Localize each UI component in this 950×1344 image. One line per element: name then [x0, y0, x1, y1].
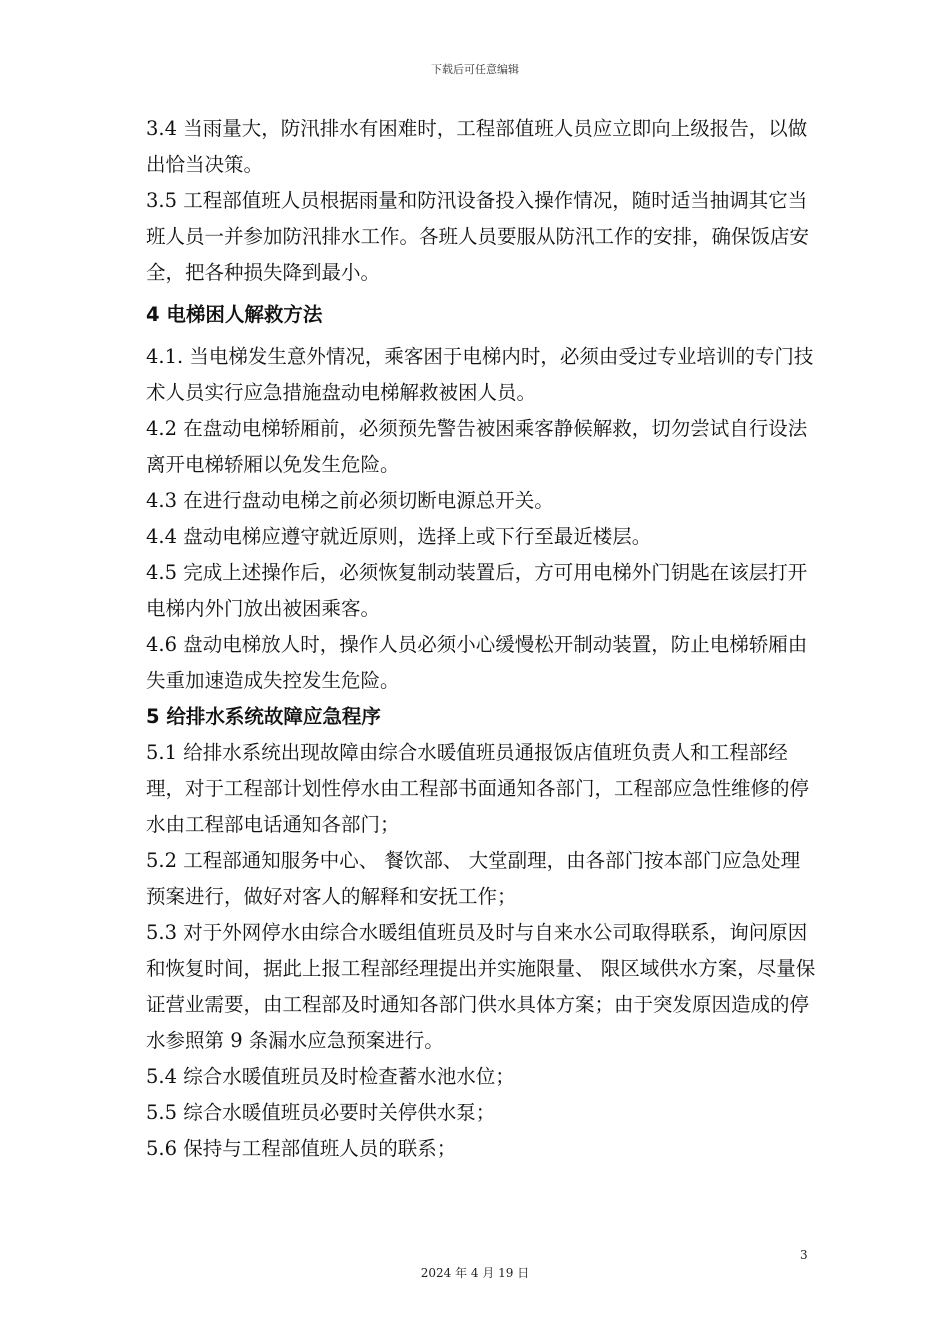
paragraph-4-1: 4.1. 当电梯发生意外情况，乘客困于电梯内时，必须由受过专业培训的专门技术人员实行应急措施盘动电梯解救被困人员。: [146, 345, 814, 404]
paragraph-5-4: 5.4 综合水暖值班员及时检查蓄水池水位；: [146, 1065, 515, 1088]
document-body: [146, 111, 816, 1167]
paragraph-4-2: 4.2 在盘动电梯轿厢前，必须预先警告被困乘客静候解救，切勿尝试自行设法离开电梯轿厢以免发生危险。: [146, 417, 808, 476]
paragraph-4-4: 4.4 盘动电梯应遵守就近原则，选择上或下行至最近楼层。: [146, 525, 652, 548]
page-header: 下载后可任意编辑: [431, 63, 519, 76]
section-5-heading: 5 给排水系统故障应急程序: [146, 705, 381, 728]
paragraph-5-3: 5.3 对于外网停水由综合水暖组值班员及时与自来水公司取得联系，询问原因和恢复时间，据此上报工程部经理提出并实施限量、 限区域供水方案，尽量保证营业需要，由工程部及时通知各部门供水具体方案；由于突发原因造成的停水参照第 9 条漏水应急预案进行。: [146, 921, 816, 1052]
page-footer-date: 2024 年 4 月 19 日: [420, 1266, 530, 1280]
paragraph-4-3: 4.3 在进行盘动电梯之前必须切断电源总开关。: [146, 489, 554, 512]
paragraph-3-5: 3.5 工程部值班人员根据雨量和防汛设备投入操作情况，随时适当抽调其它当班人员一并参加防汛排水工作。各班人员要服从防汛工作的安排，确保饭店安全，把各种损失降到最小。: [146, 189, 810, 284]
paragraph-4-6: 4.6 盘动电梯放人时，操作人员必须小心缓慢松开制动装置，防止电梯轿厢由失重加速造成失控发生危险。: [146, 633, 808, 692]
page-number: 3: [800, 1248, 808, 1262]
paragraph-3-4: 3.4 当雨量大，防汛排水有困难时，工程部值班人员应立即向上级报告，以做出恰当决策。: [146, 117, 808, 176]
paragraph-5-2: 5.2 工程部通知服务中心、 餐饮部、 大堂副理，由各部门按本部门应急处理预案进行，做好对客人的解释和安抚工作；: [146, 849, 801, 908]
paragraph-5-5: 5.5 综合水暖值班员必要时关停供水泵；: [146, 1101, 496, 1124]
section-4-heading: 4 电梯困人解救方法: [146, 303, 323, 326]
paragraph-5-1: 5.1 给排水系统出现故障由综合水暖值班员通报饭店值班负责人和工程部经理，对于工程部计划性停水由工程部书面通知各部门，工程部应急性维修的停水由工程部电话通知各部门；: [146, 741, 810, 836]
paragraph-5-6: 5.6 保持与工程部值班人员的联系；: [146, 1137, 457, 1160]
paragraph-4-5: 4.5 完成上述操作后，必须恢复制动装置后，方可用电梯外门钥匙在该层打开电梯内外门放出被困乘客。: [146, 561, 808, 620]
